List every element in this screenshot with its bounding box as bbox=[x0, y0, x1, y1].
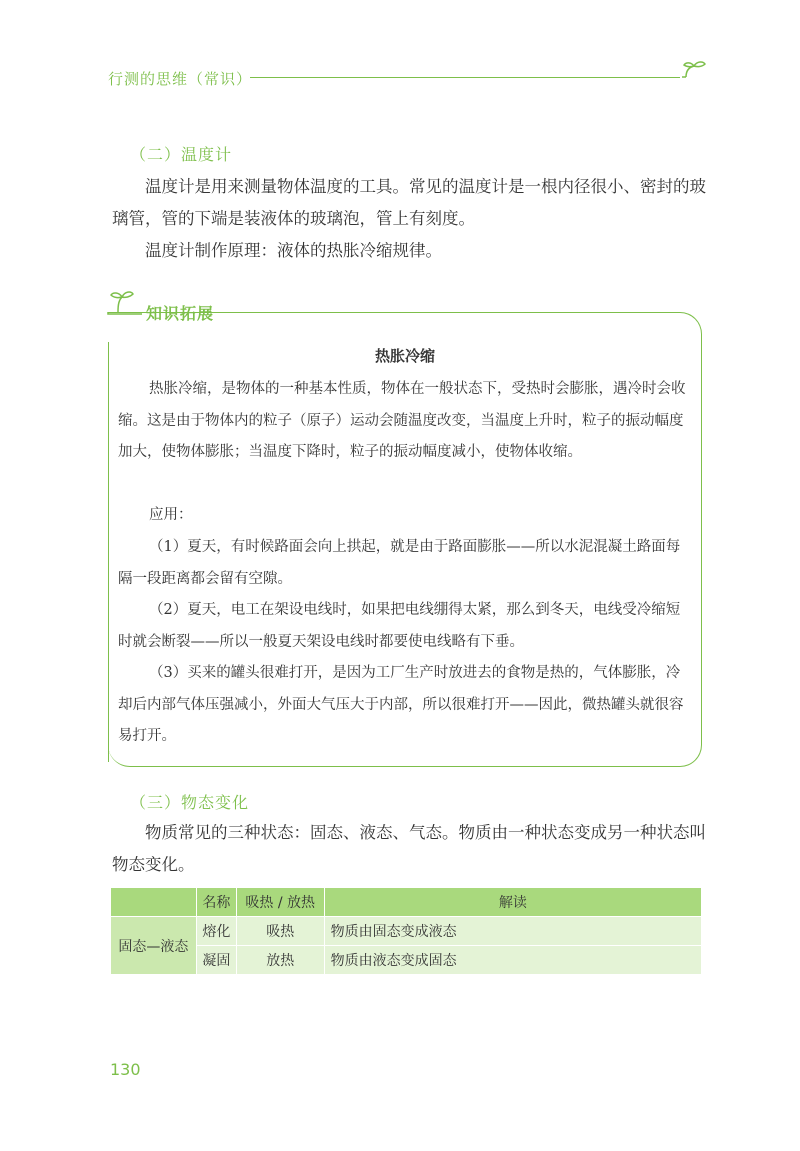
table-header-cell: 吸热 / 放热 bbox=[236, 888, 324, 917]
paragraph-thermometer-principle: 温度计制作原理：液体的热胀冷缩规律。 bbox=[145, 241, 442, 260]
state-change-table bbox=[110, 887, 702, 975]
table-cell-desc: 物质由液态变成固态 bbox=[324, 946, 701, 975]
section-title-state-change: （三）物态变化 bbox=[130, 793, 250, 812]
table-header-row bbox=[111, 888, 702, 917]
knowledge-paragraph: （1）夏天，有时候路面会向上拱起，就是由于路面膨胀——所以水泥混凝土路面每隔一段距离都会留有空隙。 bbox=[118, 539, 681, 587]
table-group-cell: 固态—液态 bbox=[111, 917, 197, 975]
knowledge-paragraph: 应用： bbox=[149, 507, 193, 523]
table-row bbox=[111, 946, 702, 975]
table-header-cell: 名称 bbox=[196, 888, 236, 917]
knowledge-paragraph: （2）夏天，电工在架设电线时，如果把电线绷得太紧，那么到冬天，电线受冷缩短时就会断裂——所以一般夏天架设电线时都要使电线略有下垂。 bbox=[118, 602, 681, 650]
sprout-icon bbox=[680, 58, 708, 86]
knowledge-label: 知识拓展 bbox=[146, 304, 215, 323]
knowledge-paragraph: 热胀冷缩，是物体的一种基本性质，物体在一般状态下，受热时会膨胀，遇冷时会收缩。这是由于物体内的粒子（原子）运动会随温度改变，当温度上升时，粒子的振动幅度加大，使物体膨胀；当温度下降时，粒子的振动幅度减小，使物体收缩。 bbox=[118, 381, 686, 460]
section-title-thermometer: （二）温度计 bbox=[130, 145, 233, 164]
table-header-cell bbox=[111, 888, 197, 917]
table-cell-name: 凝固 bbox=[196, 946, 236, 975]
sprout-icon bbox=[102, 286, 142, 320]
table-cell-desc: 物质由固态变成液态 bbox=[324, 917, 701, 946]
table-row bbox=[111, 917, 702, 946]
table-header-cell: 解读 bbox=[324, 888, 701, 917]
knowledge-header bbox=[102, 286, 702, 323]
table-cell-heat: 放热 bbox=[236, 946, 324, 975]
knowledge-paragraph: （3）买来的罐头很难打开，是因为工厂生产时放进去的食物是热的，气体膨胀，冷却后内部气体压强减小，外面大气压大于内部，所以很难打开——因此，微热罐头就很容易打开。 bbox=[118, 665, 684, 744]
knowledge-box-left-border bbox=[108, 342, 109, 762]
knowledge-heading: 热胀冷缩 bbox=[374, 347, 435, 365]
table-cell-heat: 吸热 bbox=[236, 917, 324, 946]
header-title: 行测的思维（常识） bbox=[108, 70, 253, 88]
page-header bbox=[108, 58, 708, 94]
table-cell-name: 熔化 bbox=[196, 917, 236, 946]
paragraph-state-change: 物质常见的三种状态：固态、液态、气态。物质由一种状态变成另一种状态叫物态变化。 bbox=[112, 823, 706, 874]
header-rule bbox=[250, 77, 680, 78]
paragraph-thermometer-definition: 温度计是用来测量物体温度的工具。常见的温度计是一根内径很小、密封的玻璃管，管的下端是装液体的玻璃泡，管上有刻度。 bbox=[112, 177, 706, 228]
page-number: 130 bbox=[110, 1060, 141, 1079]
